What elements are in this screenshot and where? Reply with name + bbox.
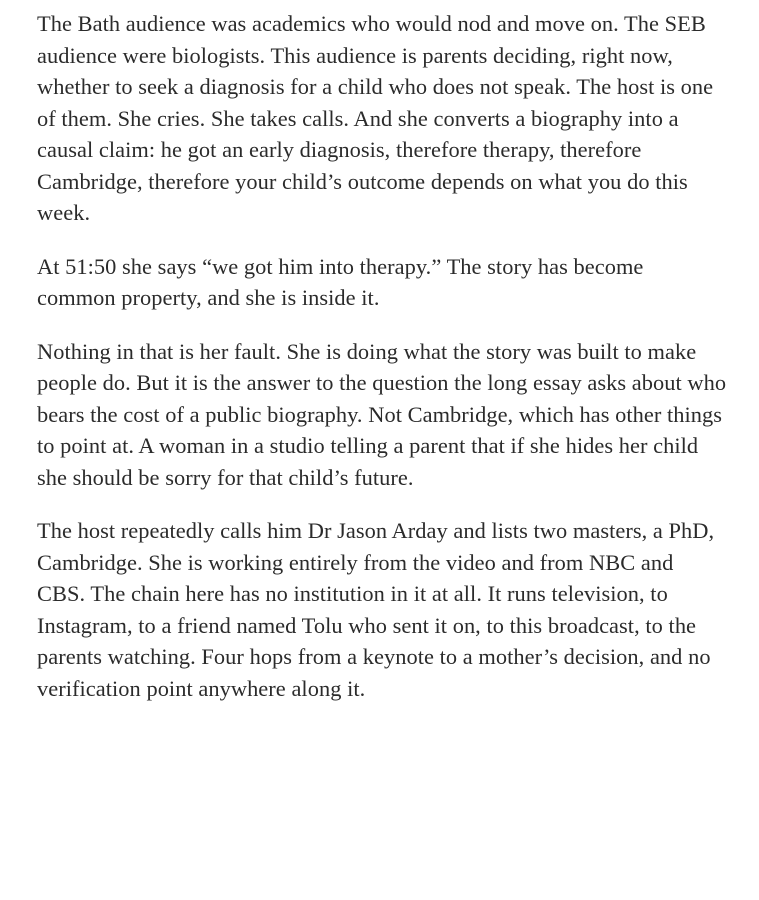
paragraph-chain: The host repeatedly calls him Dr Jason Arday and lists two masters, a PhD, Cambridge. She is working entirely from the video and from NBC and CBS. The chain here has no institution in it at all. It runs television, to Instagram, to a friend named Tolu who sent it on, to this broadcast, to the parents watching. Four hops from a keynote to a mother’s decision, and no verification point anywhere along it. [37,518,715,701]
paragraph-audience: The Bath audience was academics who would nod and move on. The SEB audience were biologists. This audience is parents deciding, right now, whether to seek a diagnosis for a child who does not speak. The host is one of them. She cries. She takes calls. And she converts a biography into a causal claim: he got an early diagnosis, therefore therapy, therefore Cambridge, therefore your child’s outcome depends on what you do this week. [37,11,714,225]
paragraph-not-her-fault: Nothing in that is her fault. She is doing what the story was built to make people do. But it is the answer to the question the long essay asks about who bears the cost of a public biography. Not Cambridge, which has other things to point at. A woman in a studio telling a parent that if she hides her child she should be sorry for that child’s future. [37,338,727,490]
article-body [37,8,727,726]
paragraph-timestamp-quote: At 51:50 she says “we got him into therapy.” The story has become common property, and she is inside it. [37,253,644,310]
